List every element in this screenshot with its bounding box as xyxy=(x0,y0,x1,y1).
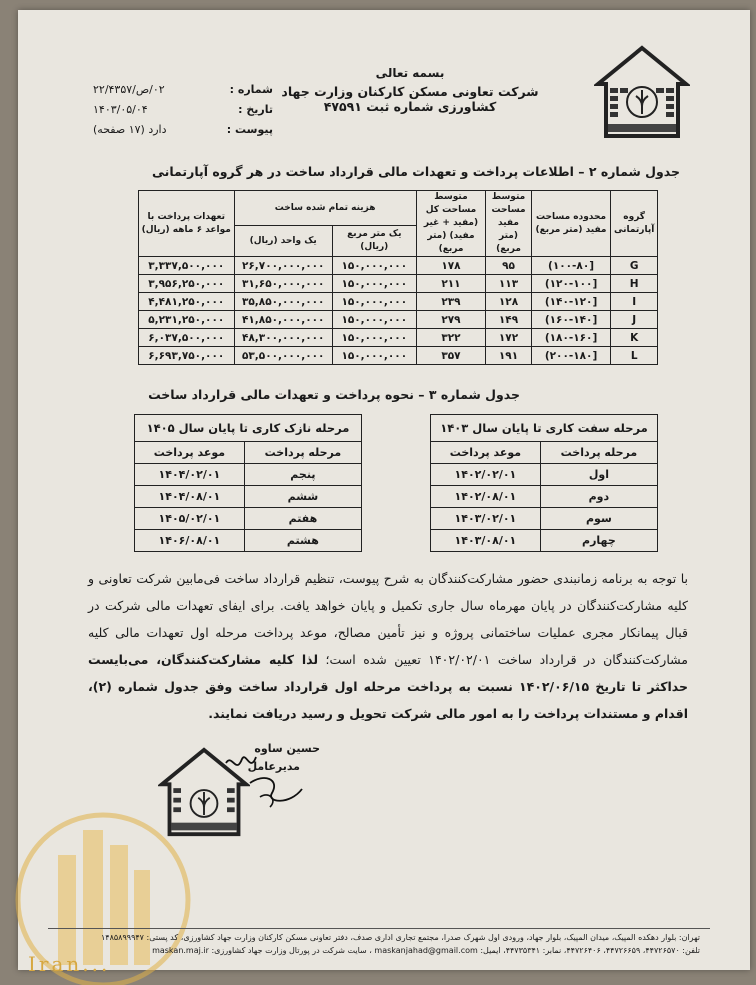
cell-per-sqm: ۱۵۰,۰۰۰,۰۰۰ xyxy=(332,311,416,329)
cell-date: ۱۴۰۴/۰۲/۰۱ xyxy=(135,464,245,486)
meta-number: شماره : ۰۲/ص/۲۲/۴۳۵۷ xyxy=(93,83,273,96)
cell-avg-useful: ۱۹۱ xyxy=(486,347,531,365)
cell-group: J xyxy=(611,311,658,329)
cell-commitment: ۶,۰۳۷,۵۰۰,۰۰۰ xyxy=(139,329,235,347)
cell-stage: سوم xyxy=(540,508,657,530)
th-avg-useful: متوسط مساحت مفید (متر مربع) xyxy=(486,191,531,257)
cell-avg-useful: ۱۲۸ xyxy=(486,293,531,311)
table2 xyxy=(138,190,658,365)
table-row xyxy=(139,293,658,311)
cell-commitment: ۳,۹۵۶,۲۵۰,۰۰۰ xyxy=(139,275,235,293)
cell-per-sqm: ۱۵۰,۰۰۰,۰۰۰ xyxy=(332,347,416,365)
cell-range: [۱۰۰-۸۰) xyxy=(531,257,611,275)
th-commitment: تعهدات پرداخت با مواعد ۶ ماهه (ریال) xyxy=(139,191,235,257)
cell-date: ۱۴۰۶/۰۸/۰۱ xyxy=(135,530,245,552)
table3-structural xyxy=(430,414,658,552)
cell-per-unit: ۴۸,۳۰۰,۰۰۰,۰۰۰ xyxy=(234,329,332,347)
cell-range: [۱۸۰-۱۶۰) xyxy=(531,329,611,347)
cell-commitment: ۵,۲۳۱,۲۵۰,۰۰۰ xyxy=(139,311,235,329)
table-row xyxy=(431,486,658,508)
footer-address: تهران: بلوار دهکده المپیک، میدان المپیک، بلوار جهاد، ورودی اول شهرک صدرا، مجتمع تجاری اداری صدف، دفتر تعاونی مسکن کارکنان وزارت جهاد کشاورزی، کد پستی: ۱۴۸۵۸۹۹۹۴۷ xyxy=(100,933,700,942)
meta-attachment: پیوست : دارد (۱۷ صفحه) xyxy=(93,123,273,136)
th-per-sqm: یک متر مربع (ریال) xyxy=(332,226,416,257)
bismillah: بسمه تعالی xyxy=(375,66,445,80)
cell-avg-total: ۱۷۸ xyxy=(416,257,486,275)
table-row xyxy=(135,464,362,486)
th-date: موعد پرداخت xyxy=(431,442,541,464)
cell-date: ۱۴۰۲/۰۲/۰۱ xyxy=(431,464,541,486)
cell-avg-total: ۳۵۷ xyxy=(416,347,486,365)
cell-stage: پنجم xyxy=(244,464,361,486)
cell-per-sqm: ۱۵۰,۰۰۰,۰۰۰ xyxy=(332,293,416,311)
footer-divider xyxy=(48,928,710,929)
table3-finishing xyxy=(134,414,362,552)
table-row xyxy=(431,464,658,486)
letter-page xyxy=(18,10,750,976)
cell-commitment: ۶,۶۹۳,۷۵۰,۰۰۰ xyxy=(139,347,235,365)
cell-stage: دوم xyxy=(540,486,657,508)
table-row xyxy=(139,347,658,365)
cell-per-unit: ۲۶,۷۰۰,۰۰۰,۰۰۰ xyxy=(234,257,332,275)
cell-avg-total: ۲۷۹ xyxy=(416,311,486,329)
letter-meta xyxy=(93,80,273,140)
cell-group: H xyxy=(611,275,658,293)
cell-date: ۱۴۰۳/۰۲/۰۱ xyxy=(431,508,541,530)
cell-stage: هشتم xyxy=(244,530,361,552)
cell-range: [۱۶۰-۱۴۰) xyxy=(531,311,611,329)
table-row xyxy=(139,311,658,329)
handwritten-signature xyxy=(220,745,310,815)
signatory-title: مدیرعامل xyxy=(247,760,300,773)
cell-avg-useful: ۹۵ xyxy=(486,257,531,275)
cell-date: ۱۴۰۳/۰۸/۰۱ xyxy=(431,530,541,552)
cell-per-unit: ۳۵,۸۵۰,۰۰۰,۰۰۰ xyxy=(234,293,332,311)
table-row xyxy=(139,329,658,347)
cell-per-sqm: ۱۵۰,۰۰۰,۰۰۰ xyxy=(332,257,416,275)
cell-stage: هفتم xyxy=(244,508,361,530)
cell-stage: ششم xyxy=(244,486,361,508)
table3-finishing-caption: مرحله نازک کاری تا پایان سال ۱۴۰۵ xyxy=(135,415,362,442)
cell-date: ۱۴۰۲/۰۸/۰۱ xyxy=(431,486,541,508)
table-row xyxy=(135,530,362,552)
cell-group: K xyxy=(611,329,658,347)
th-stage: مرحله پرداخت xyxy=(244,442,361,464)
cell-range: [۲۰۰-۱۸۰) xyxy=(531,347,611,365)
cell-avg-total: ۲۱۱ xyxy=(416,275,486,293)
cell-date: ۱۴۰۵/۰۲/۰۱ xyxy=(135,508,245,530)
th-stage: مرحله پرداخت xyxy=(540,442,657,464)
cell-per-unit: ۳۱,۶۵۰,۰۰۰,۰۰۰ xyxy=(234,275,332,293)
letter-footer xyxy=(50,931,700,957)
paragraph-normal: با توجه به برنامه زمانبندی حضور مشارکت‌کنندگان به شرح پیوست، تنظیم قرارداد ساخت فی‌مابین شرکت تعاونی و کلیه مشارکت‌کنندگان در پایان مهرماه سال جاری تکمیل و پایان خواهد یافت. برای ایفای تعهدات مالی شرکت در قبال پیمانکار مجری عملیات ساختمانی پروژه و نیز تأمین مصالح، موعد پرداخت مرحله اول تعهدات مالی کلیه مشارکت‌کنندگان در قرارداد ساخت ۱۴۰۲/۰۲/۰۱ تعیین شده است؛ xyxy=(88,571,688,667)
body-paragraph xyxy=(88,565,688,727)
table3-structural-caption: مرحله سفت کاری تا پایان سال ۱۴۰۳ xyxy=(431,415,658,442)
table-row xyxy=(135,508,362,530)
table-row xyxy=(139,257,658,275)
table3-title: جدول شماره ۳ – نحوه پرداخت و تعهدات مالی قرارداد ساخت xyxy=(148,387,520,402)
th-cost-group: هزینه تمام شده ساخت xyxy=(234,191,416,226)
cell-group: L xyxy=(611,347,658,365)
cell-per-unit: ۵۳,۵۰۰,۰۰۰,۰۰۰ xyxy=(234,347,332,365)
cell-range: [۱۲۰-۱۰۰) xyxy=(531,275,611,293)
table-row xyxy=(431,530,658,552)
paragraph-bold: لذا کلیه مشارکت‌کنندگان، می‌بایست حداکثر تا تاریخ ۱۴۰۲/۰۶/۱۵ نسبت به پرداخت مرحله اول قرارداد ساخت وفق جدول شماره (۲)، اقدام و مستندات پرداخت را به امور مالی شرکت تحویل و رسید دریافت نمایند. xyxy=(88,652,689,721)
cell-stage: اول xyxy=(540,464,657,486)
th-date: موعد پرداخت xyxy=(135,442,245,464)
cell-avg-useful: ۱۴۹ xyxy=(486,311,531,329)
cell-stage: چهارم xyxy=(540,530,657,552)
th-range: محدوده مساحت مفید (متر مربع) xyxy=(531,191,611,257)
watermark-text: Iran... xyxy=(28,952,111,976)
table-row xyxy=(431,508,658,530)
cell-avg-useful: ۱۷۲ xyxy=(486,329,531,347)
cell-per-sqm: ۱۵۰,۰۰۰,۰۰۰ xyxy=(332,275,416,293)
table-row xyxy=(135,486,362,508)
signatory-name: حسین ساوه xyxy=(254,742,320,755)
meta-date: تاریخ : ۱۴۰۳/۰۵/۰۴ xyxy=(93,103,273,116)
cell-group: G xyxy=(611,257,658,275)
cell-avg-useful: ۱۱۳ xyxy=(486,275,531,293)
cell-per-sqm: ۱۵۰,۰۰۰,۰۰۰ xyxy=(332,329,416,347)
footer-contact: تلفن: ۴۴۷۲۶۵۷۰، ۴۴۷۲۶۶۵۹، ۴۴۷۲۶۴۰۶، نمابر: ۴۴۷۳۵۳۴۱، ایمیل: maskanjahad@gmail.com ، سایت شرکت در پورتال وزارت جهاد کشاورزی: maskan.maj.ir xyxy=(152,946,700,955)
cell-avg-total: ۳۲۲ xyxy=(416,329,486,347)
cell-avg-total: ۲۳۹ xyxy=(416,293,486,311)
letter-header xyxy=(260,66,560,114)
cell-commitment: ۴,۴۸۱,۲۵۰,۰۰۰ xyxy=(139,293,235,311)
th-group: گروه آپارتمانی xyxy=(611,191,658,257)
cell-commitment: ۳,۳۳۷,۵۰۰,۰۰۰ xyxy=(139,257,235,275)
cell-group: I xyxy=(611,293,658,311)
company-logo xyxy=(594,44,690,140)
table-row xyxy=(139,275,658,293)
th-per-unit: یک واحد (ریال) xyxy=(234,226,332,257)
cell-date: ۱۴۰۴/۰۸/۰۱ xyxy=(135,486,245,508)
th-avg-total: متوسط مساحت کل (مفید + غیر مفید) (متر مربع) xyxy=(416,191,486,257)
table2-title: جدول شماره ۲ – اطلاعات پرداخت و تعهدات مالی قرارداد ساخت در هر گروه آپارتمانی xyxy=(152,164,680,179)
cell-range: [۱۴۰-۱۲۰) xyxy=(531,293,611,311)
cell-per-unit: ۴۱,۸۵۰,۰۰۰,۰۰۰ xyxy=(234,311,332,329)
company-name: شرکت تعاونی مسکن کارکنان وزارت جهاد کشاورزی شماره ثبت ۴۷۵۹۱ xyxy=(281,84,539,114)
